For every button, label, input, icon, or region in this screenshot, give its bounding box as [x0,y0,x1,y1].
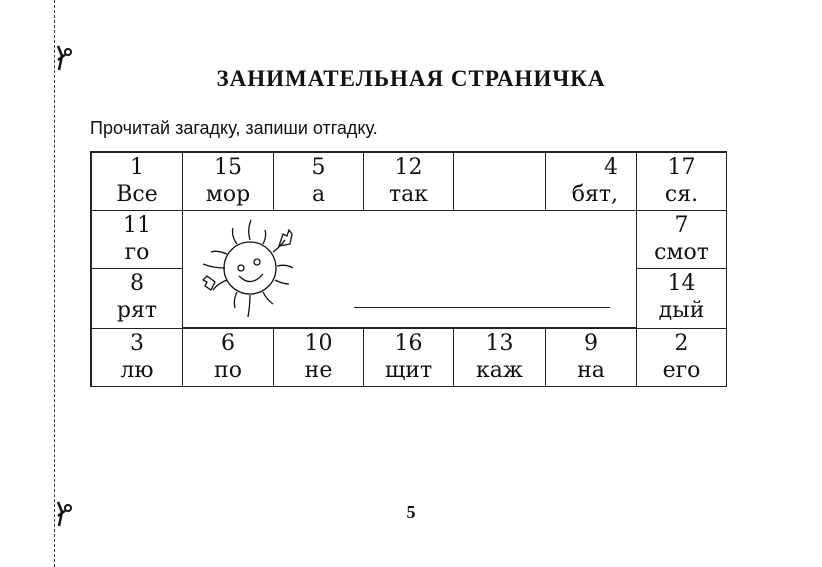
cell-number: 9 [584,331,598,356]
cell-number: 4 [604,155,618,180]
cell-syllable: дый [658,298,705,323]
cell-syllable: рят [116,298,158,323]
cell-syllable: ся. [664,182,699,207]
table-cell [91,268,183,329]
table-cell [182,328,274,387]
cell-syllable: мор [205,182,251,207]
cell-number: 8 [130,271,144,296]
cell-syllable: бят, [571,182,618,207]
cell-number: 15 [214,155,242,180]
cell-syllable: щит [384,358,433,383]
table-cell [91,152,183,211]
table-cell [453,328,546,387]
cell-syllable: Все [116,182,158,207]
table-cell [636,328,727,387]
table-cell [545,328,637,387]
table-cell [182,152,274,211]
cell-number: 16 [394,331,423,356]
cell-syllable: смот [654,240,709,265]
cell-syllable: его [662,358,701,383]
cell-number: 5 [311,155,326,180]
cell-number: 2 [674,331,689,356]
cell-syllable: не [304,358,333,383]
cell-number: 14 [667,271,696,296]
page-number: 5 [406,502,416,522]
cell-syllable: по [214,358,242,383]
instruction: Прочитай загадку, запиши отгадку. [90,118,378,138]
cell-number: 7 [674,213,689,238]
table-cell [636,152,727,211]
cell-syllable: так [388,182,429,207]
table-cell [636,268,727,329]
cell-syllable: а [311,182,326,207]
table-cell [363,152,454,211]
cell-number: 12 [394,155,423,180]
table-cell [91,328,183,387]
table-cell [91,210,183,269]
cell-number: 1 [130,155,144,180]
sun-illustration [195,210,305,328]
page-title: ЗАНИМАТЕЛЬНАЯ СТРАНИЧКА [216,66,606,91]
cell-syllable: каж [475,358,524,383]
table-cell [273,328,364,387]
cell-number: 11 [123,213,151,238]
cell-number: 13 [485,331,514,356]
table-cell [545,152,637,211]
table-cell [273,152,364,211]
cell-number: 3 [130,331,144,356]
cell-syllable: на [577,358,605,383]
cell-syllable: го [124,240,150,265]
cell-number: 10 [304,331,333,356]
table-cell [363,328,454,387]
table-cell [453,152,546,211]
cell-number: 6 [221,331,235,356]
table-cell [636,210,727,269]
cell-number: 17 [667,155,696,180]
answer-line[interactable] [354,307,610,308]
cell-syllable: лю [120,358,154,383]
